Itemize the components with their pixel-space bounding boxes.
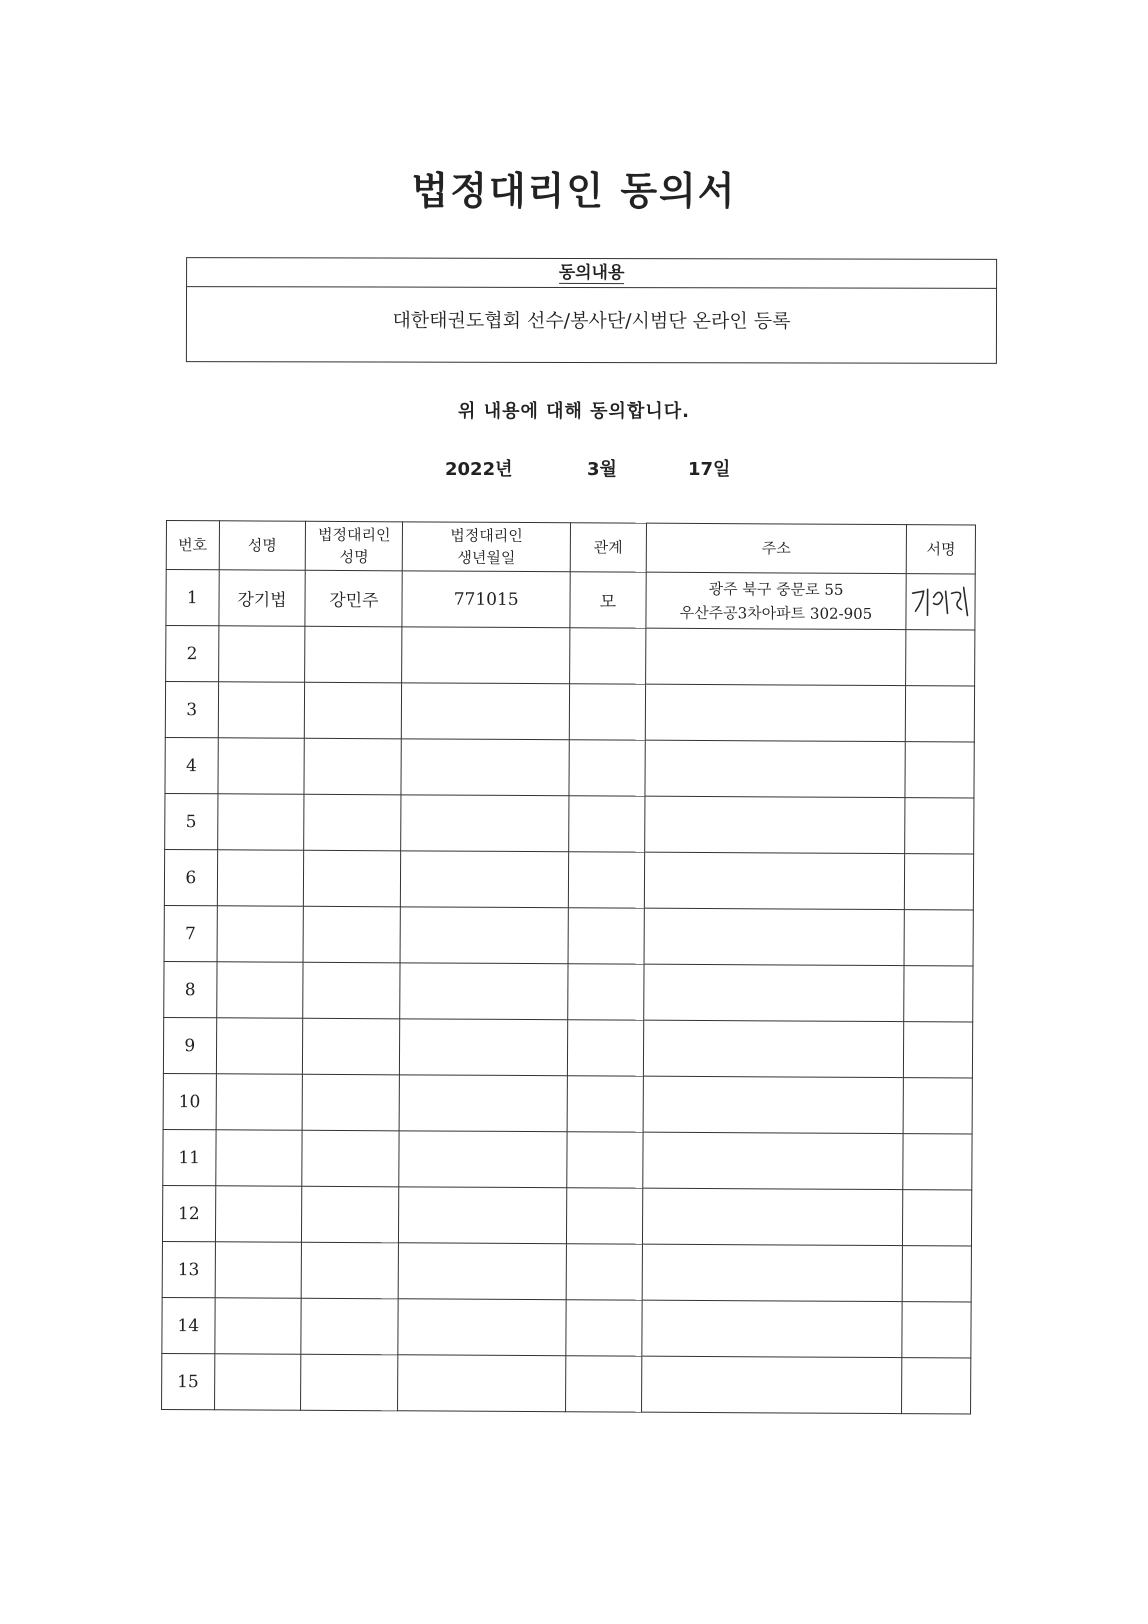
row-number: 5 [165, 793, 218, 849]
table-row [164, 905, 973, 966]
relation-cell [569, 796, 645, 852]
student-name-cell [216, 962, 303, 1018]
guardian-birth-cell [400, 1019, 568, 1076]
address-line-2 [644, 936, 904, 937]
header-guardian-birth: 법정대리인 생년월일 [403, 522, 571, 572]
student-name-cell [214, 1354, 301, 1410]
guardian-birth-cell [400, 963, 568, 1020]
address-cell [642, 1132, 903, 1189]
address-cell [643, 1076, 904, 1133]
guardian-name-cell [305, 682, 402, 739]
student-name-cell [215, 1186, 302, 1242]
header-relation: 관계 [570, 523, 646, 572]
guardian-birth-cell [399, 1187, 567, 1244]
relation-cell [567, 1020, 643, 1076]
table-row [163, 1129, 972, 1190]
address-cell [644, 796, 905, 853]
student-name-cell [216, 1018, 303, 1074]
guardian-birth-cell [402, 683, 570, 740]
guardian-birth-cell [400, 907, 568, 964]
address-cell [645, 684, 906, 741]
table-row [166, 626, 975, 687]
signature-cell [906, 630, 975, 686]
row-number: 12 [162, 1185, 215, 1241]
table-row [164, 849, 973, 910]
signature-cell [903, 1134, 972, 1190]
address-line-1 [642, 1384, 902, 1385]
signature-cell [906, 686, 975, 742]
signature-cell [904, 1022, 973, 1078]
relation-cell [565, 1356, 641, 1412]
address-line-2 [642, 1384, 902, 1385]
relation-cell [568, 908, 644, 964]
guardian-birth-cell [399, 1131, 567, 1188]
row-number: 1 [166, 570, 219, 626]
address-line-1: 광주 북구 중문로 55 [708, 579, 844, 599]
relation-cell [566, 1244, 642, 1300]
row-number: 9 [163, 1017, 216, 1073]
address-line-1 [643, 1272, 903, 1273]
address-cell [641, 1356, 902, 1413]
row-number: 14 [162, 1297, 215, 1353]
table-row [163, 1073, 972, 1134]
address-line-1 [644, 1048, 904, 1049]
address-line-1 [642, 1328, 902, 1329]
relation-cell [566, 1188, 642, 1244]
relation-cell [570, 628, 646, 684]
signature-cell [904, 910, 973, 966]
relation-cell [568, 964, 644, 1020]
guardian-birth-cell [398, 1299, 566, 1356]
row-number: 7 [164, 905, 217, 961]
relation-cell [568, 852, 644, 908]
guardian-name-cell [302, 1074, 399, 1131]
guardian-name-cell [304, 850, 401, 907]
guardian-birth-cell [398, 1355, 566, 1412]
address-cell [644, 908, 905, 965]
address-line-1 [644, 936, 904, 937]
student-name-cell [218, 626, 305, 682]
guardian-name-cell [301, 1298, 398, 1355]
relation-cell [567, 1076, 643, 1132]
guardian-name-cell [303, 1018, 400, 1075]
signature-cell [906, 574, 975, 630]
header-number: 번호 [166, 521, 219, 570]
signature-cell [904, 966, 973, 1022]
header-signature: 서명 [906, 525, 975, 574]
agreement-statement: 위 내용에 대해 동의합니다. [458, 401, 690, 422]
guardian-name-cell [302, 1242, 399, 1299]
table-row [165, 793, 974, 854]
address-line-2 [645, 880, 905, 881]
address-line-2 [645, 824, 905, 825]
address-line-1 [643, 1104, 903, 1105]
address-line-2: 우산주공3차아파트 302-905 [679, 603, 873, 623]
address-line-1 [643, 1216, 903, 1217]
guardian-name-cell: 강민주 [305, 570, 402, 627]
address-line-2 [642, 1328, 902, 1329]
student-name-cell [218, 682, 305, 738]
signature-cell [905, 798, 974, 854]
address-line-1 [646, 712, 906, 713]
handwritten-signature [910, 579, 972, 619]
document-title: 법정대리인 동의서 [411, 169, 737, 213]
student-name-cell [217, 738, 304, 794]
signature-cell [903, 1078, 972, 1134]
relation-cell [569, 684, 645, 740]
guardian-birth-cell [401, 795, 569, 852]
address-cell [643, 1020, 904, 1077]
signature-cell [903, 1190, 972, 1246]
address-cell [645, 628, 906, 685]
address-line-2 [645, 768, 905, 769]
guardian-name-cell [303, 906, 400, 963]
address-cell [644, 852, 905, 909]
row-number: 4 [165, 737, 218, 793]
address-line-2 [643, 1104, 903, 1105]
table-row [166, 570, 975, 631]
student-name-cell: 강기법 [218, 570, 305, 626]
address-line-1 [643, 1160, 903, 1161]
address-cell [643, 964, 904, 1021]
date-day: 17일 [688, 459, 731, 480]
student-name-cell [217, 794, 304, 850]
table-row [163, 1017, 972, 1078]
guardian-name-cell [301, 1354, 398, 1411]
guardian-name-cell [302, 1186, 399, 1243]
student-name-cell [217, 906, 304, 962]
relation-cell [569, 740, 645, 796]
signature-cell [902, 1302, 971, 1358]
guardian-name-cell [305, 626, 402, 683]
relation-cell [567, 1132, 643, 1188]
header-name: 성명 [219, 521, 306, 570]
address-line-2 [646, 656, 906, 657]
header-address: 주소 [646, 523, 907, 573]
row-number: 2 [166, 626, 219, 682]
row-number: 15 [162, 1353, 215, 1409]
table-row [162, 1353, 971, 1414]
guardian-table [161, 520, 976, 1415]
student-name-cell [216, 1074, 303, 1130]
guardian-birth-cell [402, 627, 570, 684]
address-cell [646, 572, 907, 629]
guardian-name-cell [304, 738, 401, 795]
date-year: 2022년 [445, 459, 513, 480]
row-number: 6 [164, 849, 217, 905]
student-name-cell [215, 1130, 302, 1186]
student-name-cell [215, 1242, 302, 1298]
consent-header-label: 동의내용 [558, 262, 625, 284]
guardian-name-cell [302, 1130, 399, 1187]
address-cell [642, 1188, 903, 1245]
consent-header [187, 258, 996, 289]
table-row [164, 961, 973, 1022]
table-header-row [166, 521, 975, 575]
guardian-name-cell [303, 962, 400, 1019]
relation-cell: 모 [570, 572, 646, 628]
consent-content: 대한태권도협회 선수/봉사단/시범단 온라인 등록 [392, 309, 791, 333]
guardian-name-cell [304, 794, 401, 851]
table-row [165, 737, 974, 798]
table-row [165, 682, 974, 743]
guardian-birth-cell [398, 1243, 566, 1300]
row-number: 8 [164, 961, 217, 1017]
table-row [162, 1185, 971, 1246]
signature-cell [902, 1246, 971, 1302]
row-number: 3 [165, 682, 218, 738]
signature-cell [905, 742, 974, 798]
address-line-1 [645, 880, 905, 881]
address-line-1 [644, 992, 904, 993]
address-line-1 [646, 656, 906, 657]
signature-cell [902, 1358, 971, 1414]
table-row [162, 1241, 971, 1302]
signature-cell [905, 854, 974, 910]
address-cell [645, 740, 906, 797]
relation-cell [566, 1300, 642, 1356]
address-cell [642, 1244, 903, 1301]
address-line-2 [643, 1160, 903, 1161]
address-cell [642, 1300, 903, 1357]
student-name-cell [214, 1298, 301, 1354]
table-row [162, 1297, 971, 1358]
date-month: 3월 [587, 459, 617, 480]
guardian-birth-cell [401, 739, 569, 796]
row-number: 11 [163, 1129, 216, 1185]
row-number: 10 [163, 1073, 216, 1129]
address-line-1 [645, 768, 905, 769]
header-guardian-name: 법정대리인 성명 [306, 521, 403, 571]
address-line-2 [644, 1048, 904, 1049]
guardian-birth-cell: 771015 [402, 571, 570, 628]
consent-box [186, 257, 997, 364]
guardian-birth-cell [399, 1075, 567, 1132]
address-line-2 [646, 712, 906, 713]
address-line-2 [643, 1216, 903, 1217]
row-number: 13 [162, 1241, 215, 1297]
guardian-birth-cell [401, 851, 569, 908]
address-line-1 [645, 824, 905, 825]
address-line-2 [644, 992, 904, 993]
student-name-cell [217, 850, 304, 906]
address-line-2 [643, 1272, 903, 1273]
